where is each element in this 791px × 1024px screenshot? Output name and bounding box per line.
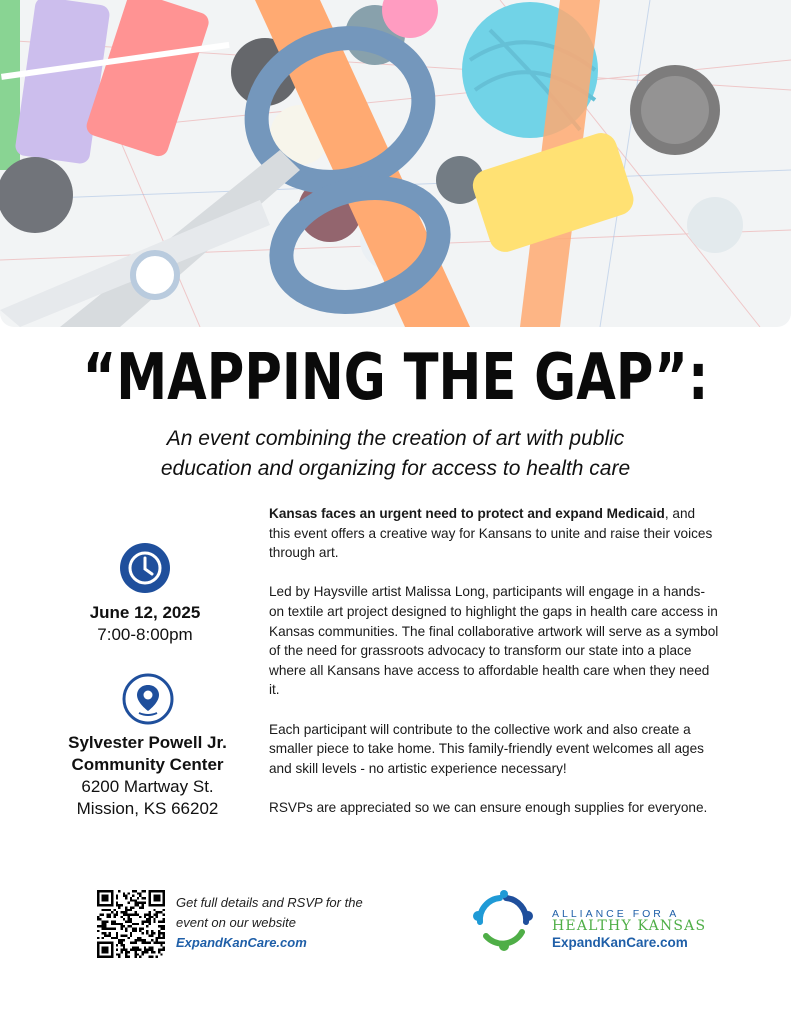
logo-text-line-2: HEALTHY KANSAS <box>552 918 707 934</box>
event-time: 7:00-8:00pm <box>97 625 193 644</box>
subtitle-line-1: An event combining the creation of art with public <box>166 427 625 450</box>
rsvp-line-1: Get full details and RSVP for the <box>176 895 363 910</box>
qr-code-icon[interactable] <box>97 890 165 958</box>
venue-line-2: Community Center <box>71 755 224 774</box>
paragraph-2: Led by Haysville artist Malissa Long, participants will engage in a hands-on textile art project designed to highlight the gaps in health care access in Kansas communities. The final collaborative artwork will serve as a symbol of the need for grassroots advocacy to transform our state into a place where all Kansans have access to affordable health care when they need it. <box>269 584 719 698</box>
clock-icon <box>120 543 170 593</box>
rsvp-note <box>176 893 406 953</box>
logo-website-link[interactable]: ExpandKanCare.com <box>552 935 688 950</box>
venue-line-1: Sylvester Powell Jr. <box>68 733 227 752</box>
venue-name <box>40 732 255 776</box>
location-pin-icon <box>122 673 174 725</box>
subtitle-line-2: education and organizing for access to health care <box>160 457 631 480</box>
paragraph-3: Each participant will contribute to the collective work and also create a smaller piece to take home. This family-friendly event welcomes all ages and skill levels - no artistic experience necessary! <box>269 721 704 776</box>
subtitle <box>100 424 691 484</box>
event-date: June 12, 2025 <box>89 603 201 622</box>
paragraph-1-rest: , and this event offers a creative way for Kansans to unite and raise their voices through art. <box>269 506 713 561</box>
paragraph-1-bold: Kansas faces an urgent need to protect and expand Medicaid <box>269 506 665 521</box>
address-line-1: 6200 Martway St. <box>81 777 214 796</box>
address-line-2: Mission, KS 66202 <box>76 799 219 818</box>
hero-image <box>0 0 791 327</box>
rsvp-line-2: event on our website <box>176 915 296 930</box>
event-description <box>269 504 719 837</box>
logo-text-line-1: ALLIANCE FOR A <box>552 908 680 920</box>
website-link[interactable]: ExpandKanCare.com <box>176 935 307 950</box>
paragraph-4: RSVPs are appreciated so we can ensure enough supplies for everyone. <box>269 799 708 815</box>
page-title: “MAPPING THE GAP”: <box>82 341 709 415</box>
alliance-logo-icon <box>470 888 534 952</box>
venue-address <box>40 776 255 820</box>
paragraph-1 <box>269 504 719 563</box>
